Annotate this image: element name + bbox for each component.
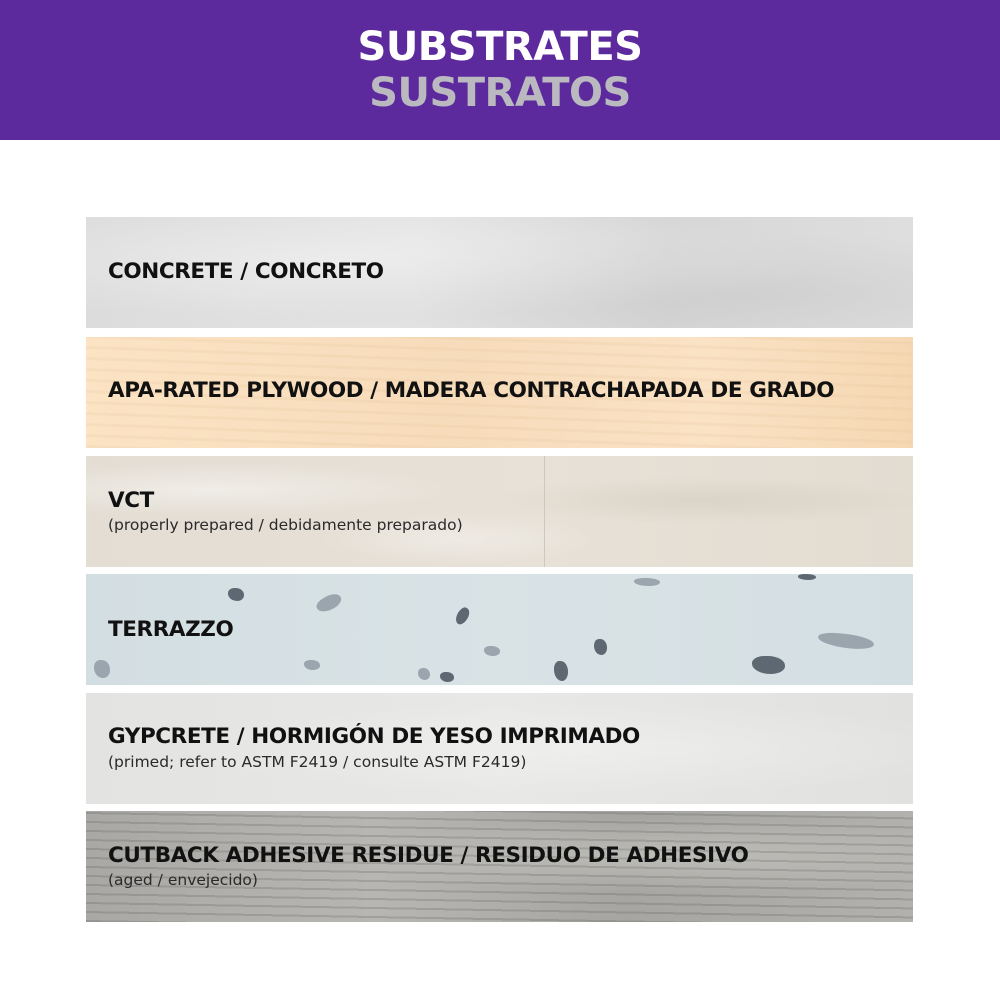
substrate-label: TERRAZZO [108,617,234,642]
substrate-label: VCT [108,488,154,513]
terrazzo-chip [817,631,874,651]
substrate-label: CUTBACK ADHESIVE RESIDUE / RESIDUO DE ADHESIVO [108,843,749,868]
substrate-concrete [86,217,913,328]
terrazzo-chip [634,578,660,586]
terrazzo-chip [554,661,568,681]
title-spanish: SUSTRATOS [369,70,631,116]
terrazzo-chip [484,646,500,656]
terrazzo-chip [304,660,320,670]
substrate-cutback [86,811,913,922]
substrate-terrazzo [86,574,913,685]
substrate-plywood [86,337,913,448]
header-banner [0,0,1000,140]
terrazzo-chip [94,660,110,678]
substrate-label: CONCRETE / CONCRETO [108,259,384,284]
terrazzo-chip [228,588,244,601]
substrate-sublabel: (primed; refer to ASTM F2419 / consulte ASTM F2419) [108,753,527,771]
terrazzo-chip [453,605,472,626]
terrazzo-chip [314,590,344,615]
tile-seam [544,456,545,567]
terrazzo-chip [798,574,816,580]
substrate-sublabel: (properly prepared / debidamente preparado) [108,516,463,534]
title-english: SUBSTRATES [357,24,643,70]
substrate-label: GYPCRETE / HORMIGÓN DE YESO IMPRIMADO [108,724,640,749]
terrazzo-chip [594,639,607,655]
substrate-vct [86,456,913,567]
terrazzo-chip [752,656,785,674]
substrate-label: APA-RATED PLYWOOD / MADERA CONTRACHAPADA DE GRADO [108,378,835,403]
substrate-sublabel: (aged / envejecido) [108,871,258,889]
terrazzo-chip [440,672,454,682]
substrate-gypcrete [86,693,913,804]
terrazzo-chip [418,668,430,680]
